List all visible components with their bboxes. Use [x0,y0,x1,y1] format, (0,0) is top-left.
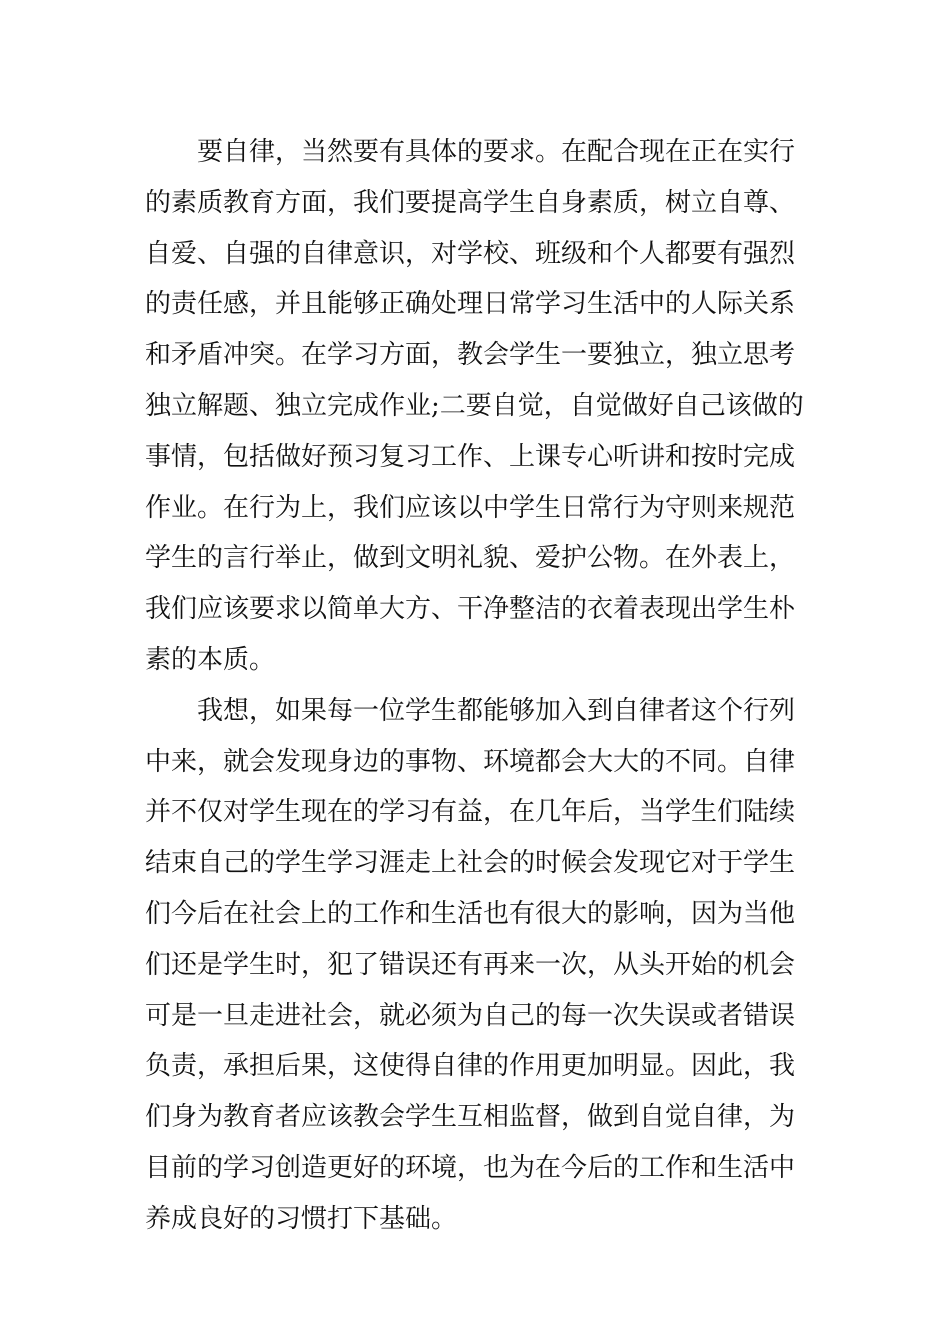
paragraph-1-line-2: 的素质教育方面，我们要提高学生自身素质，树立自尊、 [145,187,796,218]
paragraph-1-line-11: 素的本质。 [145,644,276,675]
paragraph-1-line-6: 独立解题、独立完成作业;二要自觉，自觉做好自己该做的 [145,390,804,421]
paragraph-1-line-7: 事情，包括做好预习复习工作、上课专心听讲和按时完成 [145,441,796,472]
paragraph-2-line-7: 可是一旦走进社会，就必须为自己的每一次失误或者错误 [145,1000,796,1031]
paragraph-2-line-1: 我想，如果每一位学生都能够加入到自律者这个行列 [197,695,796,726]
paragraph-1-line-3: 自爱、自强的自律意识，对学校、班级和个人都要有强烈 [145,238,796,269]
paragraph-1-line-10: 我们应该要求以简单大方、干净整洁的衣着表现出学生朴 [145,594,796,625]
paragraph-2-line-9: 们身为教育者应该教会学生互相监督，做到自觉自律，为 [145,1102,796,1133]
paragraph-2-line-10: 目前的学习创造更好的环境，也为在今后的工作和生活中 [145,1152,796,1183]
paragraph-2-line-3: 并不仅对学生现在的学习有益，在几年后，当学生们陆续 [145,797,796,828]
body-text [145,127,825,1245]
paragraph-1-line-1: 要自律，当然要有具体的要求。在配合现在正在实行 [197,137,796,167]
paragraph-1-line-4: 的责任感，并且能够正确处理日常学习生活中的人际关系 [145,289,796,320]
paragraph-1-line-5: 和矛盾冲突。在学习方面，教会学生一要独立，独立思考 [145,340,796,371]
paragraph-2-line-5: 们今后在社会上的工作和生活也有很大的影响，因为当他 [145,898,796,929]
paragraph-2-line-11: 养成良好的习惯打下基础。 [145,1203,458,1234]
paragraph-1-line-9: 学生的言行举止，做到文明礼貌、爱护公物。在外表上， [145,543,796,574]
paragraph-2-line-4: 结束自己的学生学习涯走上社会的时候会发现它对于学生 [145,848,796,879]
paragraph-2-line-8: 负责，承担后果，这使得自律的作用更加明显。因此，我 [145,1051,796,1082]
paragraph-2-line-2: 中来，就会发现身边的事物、环境都会大大的不同。自律 [145,746,796,777]
paragraph-1-line-8: 作业。在行为上，我们应该以中学生日常行为守则来规范 [145,492,796,523]
paragraph-2-line-6: 们还是学生时，犯了错误还有再来一次，从头开始的机会 [145,949,796,980]
